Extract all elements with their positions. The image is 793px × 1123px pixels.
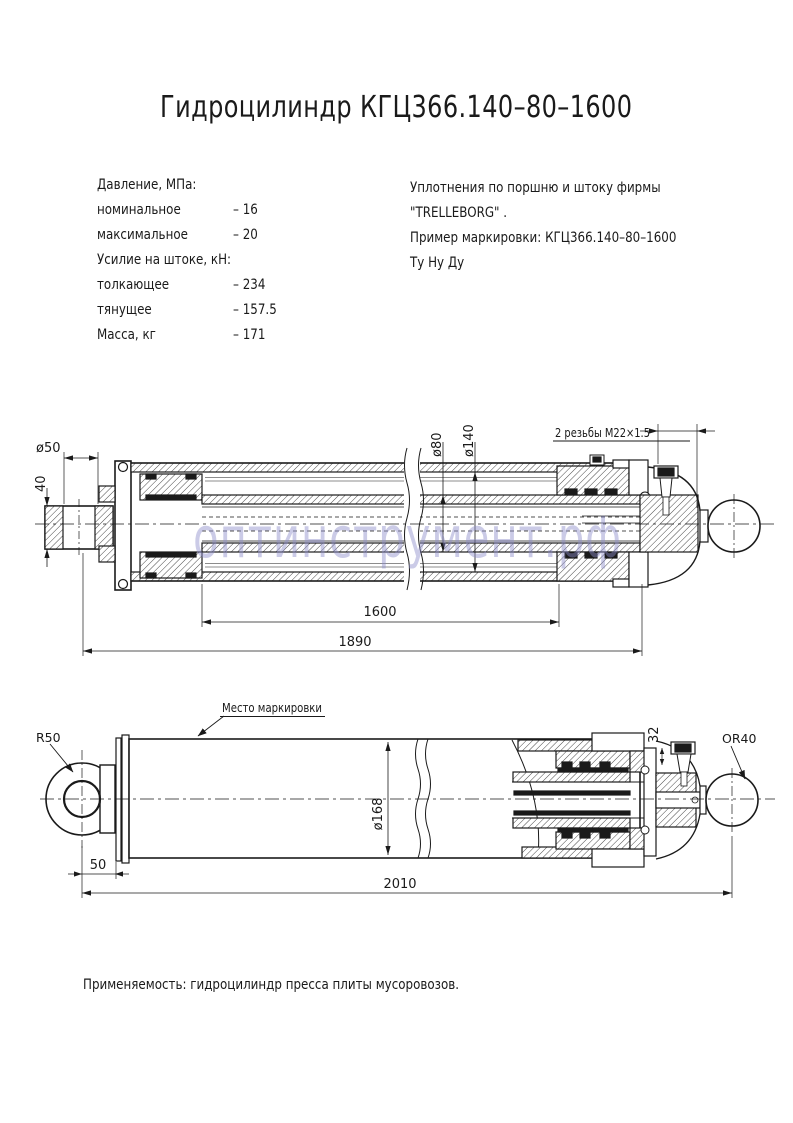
rod-end-ball-joint (640, 467, 760, 585)
note-text: Ту Ну Ду (410, 255, 465, 271)
spec-label: толкающее (97, 277, 170, 293)
application-note-text: Применяемость: гидроцилиндр пресса плиты мусоровозов. (83, 977, 460, 993)
eye-mount (46, 750, 118, 848)
spec-label: Масса, кг (97, 327, 156, 343)
spec-row (97, 277, 337, 299)
note-text: "TRELLEBORG" . (410, 205, 508, 221)
spec-row (97, 177, 337, 199)
dim-50-label: 50 (89, 858, 107, 873)
spec-row (97, 302, 337, 324)
rear-cap-plate (115, 461, 131, 590)
spec-value: – 171 (233, 327, 266, 343)
spec-row (97, 227, 337, 249)
dim-r50-label: R50 (36, 730, 61, 745)
note-line (410, 255, 740, 280)
spec-label: тянущее (97, 302, 152, 318)
specs-block (97, 177, 337, 357)
dim-d80-label: ø80 (430, 432, 445, 457)
note-line (410, 230, 740, 255)
dim-1600-label: 1600 (363, 605, 397, 620)
spec-label: номинальное (97, 202, 181, 218)
thread-note-label: 2 резьбы М22×1.5 (555, 425, 650, 440)
dim-or40-label: OR40 (722, 731, 757, 746)
dim-d168-label: ø168 (371, 797, 386, 831)
note-line (410, 180, 740, 205)
spec-label: Давление, МПа: (97, 177, 197, 193)
dim-40-label: 40 (34, 475, 49, 492)
spec-label: Усилие на штоке, кН: (97, 252, 232, 268)
note-text: Пример маркировки: КГЦ366.140–80–1600 (410, 230, 677, 246)
dim-1890-label: 1890 (338, 635, 372, 650)
external-view-drawing (0, 690, 793, 920)
note-line (410, 205, 740, 230)
spec-value: – 16 (233, 202, 258, 218)
watermark: оптинструмент.рф (193, 506, 622, 571)
drawing-title-wrap (0, 90, 793, 125)
spec-label: максимальное (97, 227, 188, 243)
notes-block (410, 180, 740, 280)
dim-d140-label: ø140 (462, 424, 477, 457)
page-title: Гидроцилиндр КГЦ366.140–80–1600 (160, 90, 633, 125)
note-text: Уплотнения по поршню и штоку фирмы (410, 180, 661, 196)
spec-value: – 234 (233, 277, 266, 293)
spec-row (97, 202, 337, 224)
dim-32-label: 32 (647, 726, 662, 743)
rod-end-ball-joint (656, 741, 758, 859)
spec-value: – 157.5 (233, 302, 277, 318)
application-note (83, 977, 542, 993)
dim-d50-label: ø50 (36, 441, 61, 456)
spec-row (97, 252, 337, 274)
spec-value: – 20 (233, 227, 258, 243)
spec-row (97, 327, 337, 349)
marking-place-label: Место маркировки (222, 700, 322, 715)
dim-2010-label: 2010 (383, 877, 417, 892)
